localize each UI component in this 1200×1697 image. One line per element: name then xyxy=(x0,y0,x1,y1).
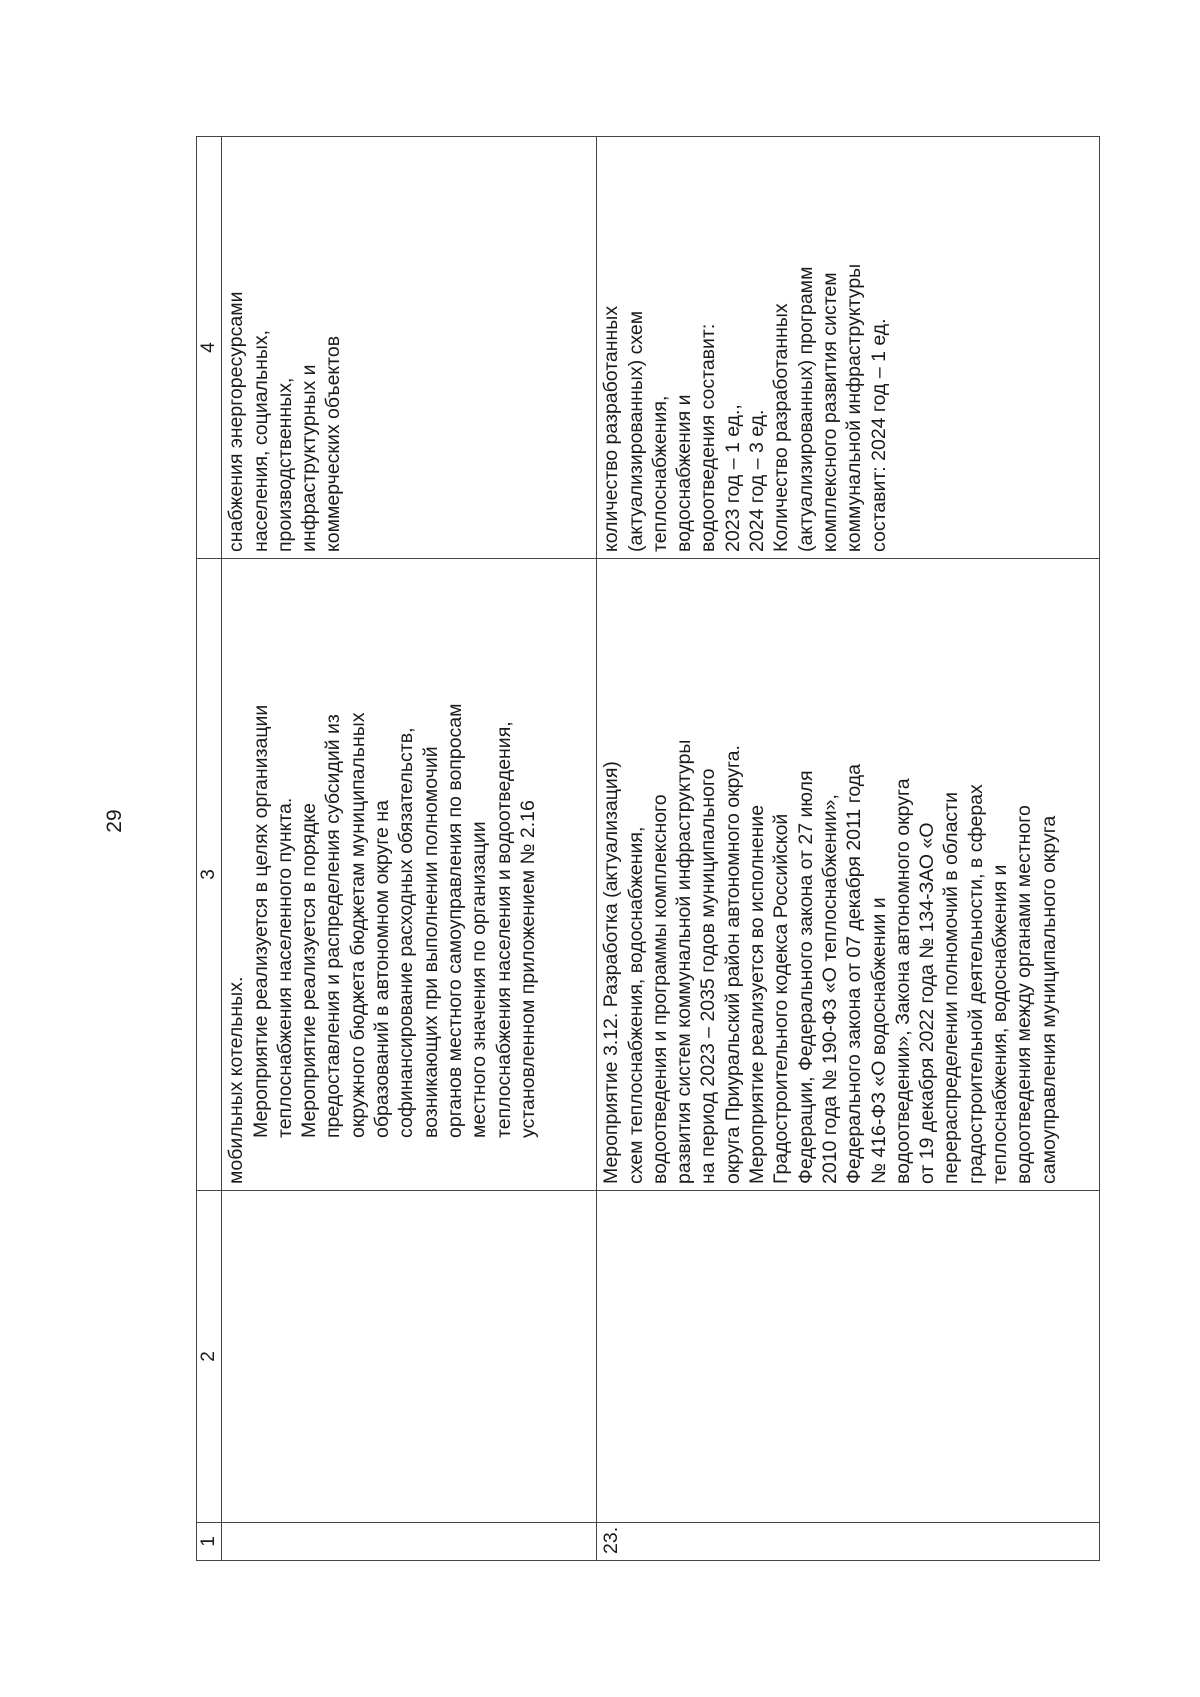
row-number-cell xyxy=(222,1523,597,1561)
table-row xyxy=(222,137,597,1561)
text-line: софинансирование расходных обязательств, xyxy=(395,727,418,1138)
table-row xyxy=(597,137,1100,1561)
result-indicator-cell xyxy=(597,137,1100,559)
row-number-cell: 23. xyxy=(597,1523,1100,1561)
text-line: предоставления и распределения субсидий из xyxy=(322,714,345,1138)
text-line: местного значения по организации xyxy=(468,821,491,1138)
text-line: № 416-ФЗ «О водоснабжении и xyxy=(867,897,890,1184)
text-line: водоотведении», Закона автономного округа xyxy=(891,778,914,1184)
text-line: 2023 год – 1 ед., xyxy=(721,404,744,552)
text-line: теплоснабжения населенного пункта. xyxy=(273,797,296,1138)
result-indicator-text xyxy=(599,143,891,552)
text-line: мобильных котельных. xyxy=(225,976,248,1184)
text-line: органов местного самоуправления по вопросам xyxy=(443,703,466,1138)
text-line: градостроительной деятельности, в сферах xyxy=(964,784,987,1184)
measure-description-cell xyxy=(597,559,1100,1191)
column-header-3: 3 xyxy=(197,559,222,1191)
text-line: установленном приложением № 2.16 xyxy=(516,800,539,1138)
measures-table xyxy=(196,136,1100,1561)
text-line: водоотведения составит: xyxy=(697,323,720,552)
text-line: Федерального закона от 07 декабря 2011 года xyxy=(843,763,866,1184)
text-line: Мероприятие реализуется во исполнение xyxy=(746,804,769,1184)
text-line: коммунальной инфраструктуры xyxy=(843,263,866,552)
text-line: образований в автономном округе на xyxy=(371,800,394,1138)
column-header-4: 4 xyxy=(197,137,222,559)
text-line: Количество разработанных xyxy=(770,303,793,552)
text-line: количество разработанных xyxy=(600,305,623,552)
page-number: 29 xyxy=(103,809,126,833)
result-indicator-text xyxy=(224,143,345,552)
text-line: 2024 год – 3 ед. xyxy=(746,409,769,552)
column-header-1: 1 xyxy=(197,1523,222,1561)
text-line: Федерации, Федерального закона от 27 июля xyxy=(794,770,817,1184)
text-line: коммерческих объектов xyxy=(322,335,345,552)
text-line: водоотведения между органами местного xyxy=(1013,805,1036,1184)
text-line: водоотведения и программы комплексного xyxy=(648,794,671,1184)
text-line: производственных, xyxy=(273,377,296,552)
text-line: самоуправления муниципального округа xyxy=(1037,815,1060,1184)
text-line: инфраструктурных и xyxy=(298,364,321,552)
measure-description-text xyxy=(224,565,540,1184)
executor-cell xyxy=(597,1191,1100,1523)
text-line: окружного бюджета бюджетам муниципальных xyxy=(346,712,369,1138)
text-line: водоснабжения и xyxy=(673,394,696,552)
column-header-2: 2 xyxy=(197,1191,222,1523)
text-line: Мероприятие реализуется в целях организации xyxy=(249,704,272,1138)
measure-description-cell xyxy=(222,559,597,1191)
result-indicator-cell xyxy=(222,137,597,559)
text-line: (актуализированных) программ xyxy=(794,266,817,552)
table-frame xyxy=(196,137,1097,1561)
text-line: возникающих при выполнении полномочий xyxy=(419,746,442,1138)
text-line: перераспределении полномочий в области xyxy=(940,792,963,1184)
measure-description-text xyxy=(599,565,1061,1184)
text-line: теплоснабжения, xyxy=(648,395,671,552)
text-line: Мероприятие реализуется в порядке xyxy=(298,803,321,1138)
text-line: снабжения энергоресурсами xyxy=(225,291,248,552)
text-line: населения, социальных, xyxy=(249,329,272,552)
text-line: теплоснабжения населения и водоотведения, xyxy=(492,721,515,1138)
text-line: на период 2023 – 2035 годов муниципального xyxy=(697,768,720,1184)
text-line: округа Приуральский район автономного округа. xyxy=(721,745,744,1184)
table-header-row xyxy=(197,137,222,1561)
text-line: Градостроительного кодекса Российской xyxy=(770,813,793,1184)
text-line: комплексного развития систем xyxy=(818,272,841,552)
text-line: развития систем коммунальной инфраструктуры xyxy=(673,739,696,1184)
text-line: Мероприятие 3.12. Разработка (актуализация) xyxy=(600,761,623,1184)
text-line: от 19 декабря 2022 года № 134-ЗАО «О xyxy=(916,822,939,1184)
executor-cell xyxy=(222,1191,597,1523)
text-line: 2010 года № 190-ФЗ «О теплоснабжении», xyxy=(818,794,841,1184)
text-line: теплоснабжения, водоснабжения и xyxy=(989,864,1012,1184)
text-line: (актуализированных) схем xyxy=(624,310,647,552)
text-line: составит: 2024 год – 1 ед. xyxy=(867,318,890,552)
text-line: схем теплоснабжения, водоснабжения, xyxy=(624,826,647,1184)
